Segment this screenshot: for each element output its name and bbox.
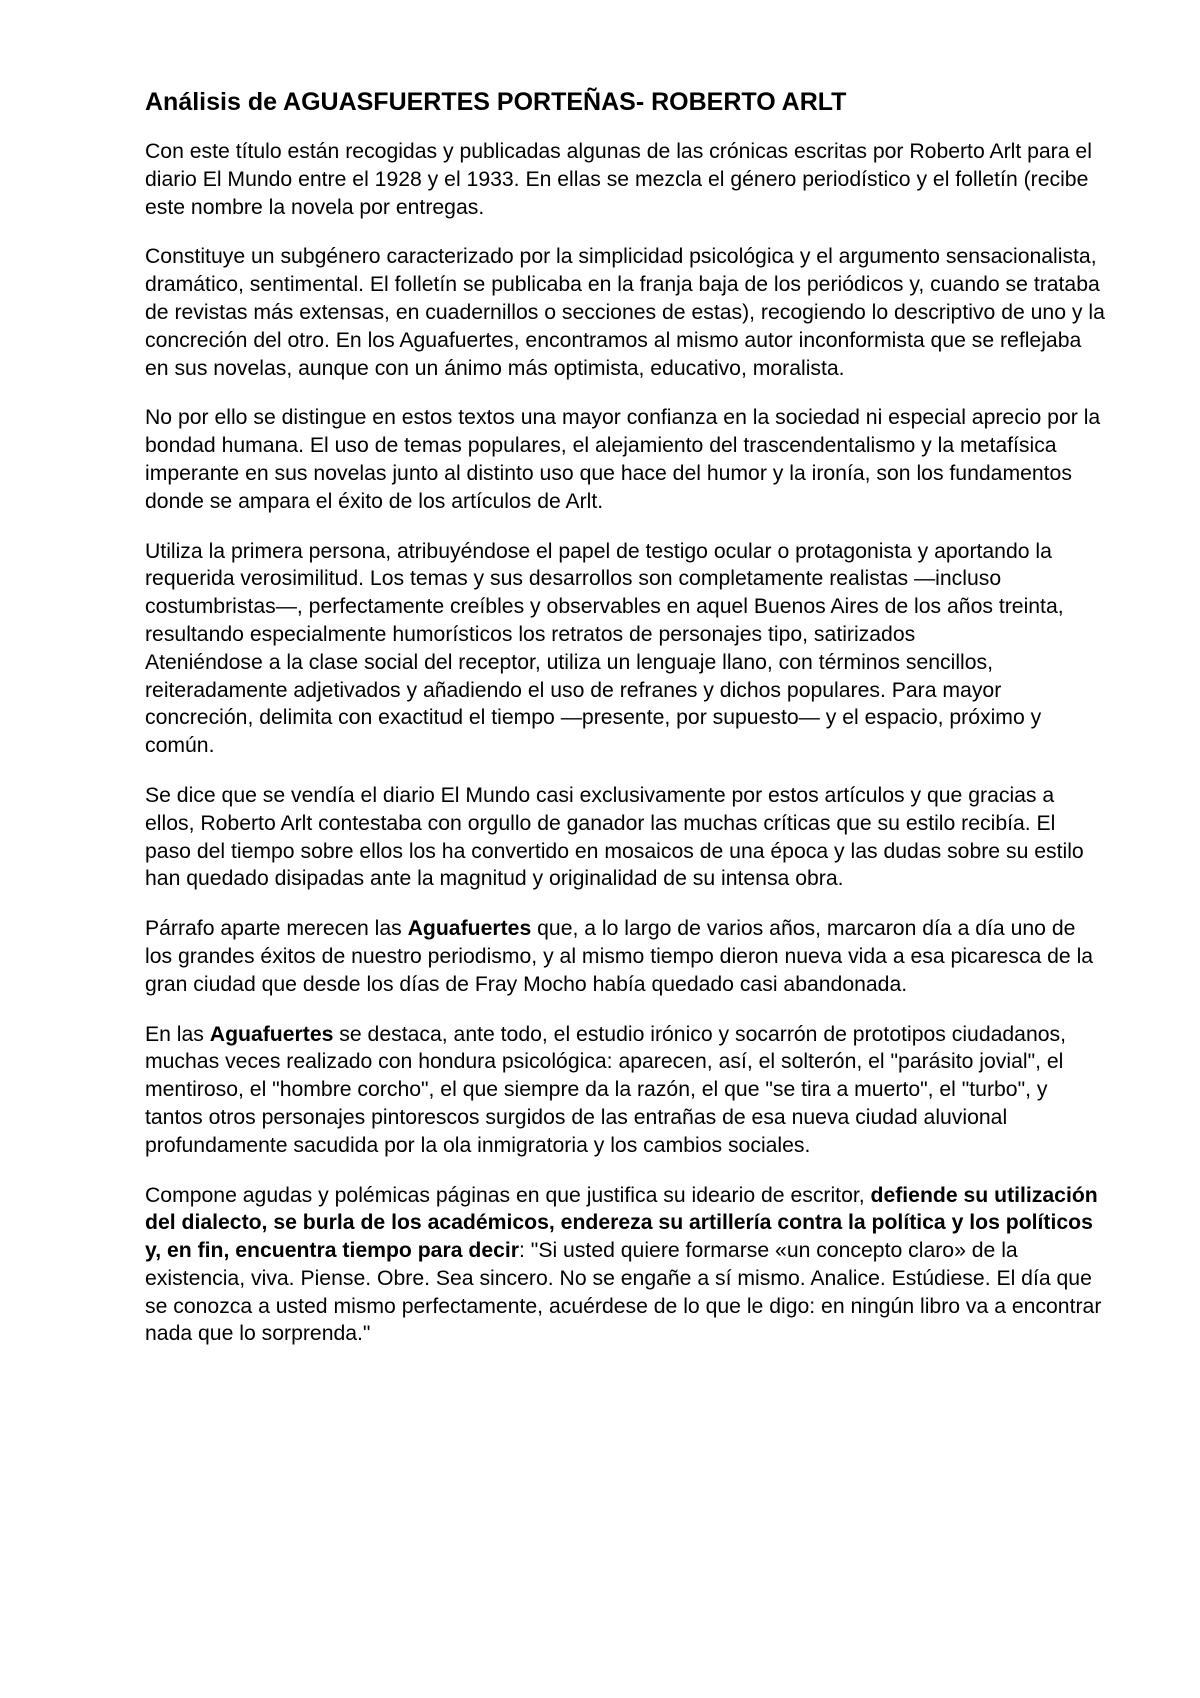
paragraph-9-bold: defiende su utilización del dialecto, se burla de los académicos, endereza su artillería contra la política y los políticos y, en fin, encuentra tiempo para decir — [145, 1183, 1098, 1263]
paragraph-7-text-end: que, a lo largo de varios años, marcaron día a día uno de los grandes éxitos de nuestro periodismo, y al mismo tiempo dieron nueva vida a esa picaresca de la gran ciudad que desde los días de Fray Mocho había quedado casi abandonada. — [145, 917, 1094, 996]
paragraph-8-bold: Aguafuertes — [209, 1022, 334, 1046]
paragraph-6: Se dice que se vendía el diario El Mundo casi exclusivamente por estos artículos y que gracias a ellos, Roberto Arlt contestaba con orgullo de ganador las muchas críticas que su estilo recibía. El paso del tiempo sobre ellos los ha convertido en mosaicos de una época y las dudas sobre su estilo han quedado disipadas ante la magnitud y originalidad de su intensa obra. — [145, 783, 1084, 891]
paragraph-8 — [145, 1021, 1105, 1160]
paragraph-4: Utiliza la primera persona, atribuyéndose el papel de testigo ocular o protagonista y aportando la requerida verosimilitud. Los temas y sus desarrollos son completamente realistas —incluso costumbristas—, perfectamente creíbles y observables en aquel Buenos Aires de los años treinta, resultando especialmente humorísticos los retratos de personajes tipo, satirizados — [145, 539, 1064, 646]
paragraph-9-text-start: Compone agudas y polémicas páginas en que justifica su ideario de escritor, — [145, 1183, 871, 1207]
paragraph-7-text-start: Párrafo aparte merecen las — [145, 917, 408, 941]
paragraph-8-text-start: En las — [145, 1022, 210, 1046]
paragraph-9-text-end: : "Si usted quiere formarse «un concepto claro» de la existencia, viva. Piense. Obre. Sea sincero. No se engañe a sí mismo. Analice. Estúdiese. El día que se conozca a usted mismo perfectamente, acuérdese de lo que le digo: en ningún libro va a encontrar nada que lo sorprenda." — [145, 1239, 1102, 1346]
paragraph-2: Constituye un subgénero caracterizado por la simplicidad psicológica y el argumento sensacionalista, dramático, sentimental. El folletín se publicaba en la franja baja de los periódicos y, cuando se trataba de revistas más extensas, en cuadernillos o secciones de estas), recogiendo lo descriptivo de uno y la concreción del otro. En los Aguafuertes, encontramos al mismo autor inconformista que se reflejaba en sus novelas, aunque con un ánimo más optimista, educativo, moralista. — [145, 245, 1105, 380]
paragraph-8-text-end: se destaca, ante todo, el estudio irónico y socarrón de prototipos ciudadanos, muchas veces realizado con hondura psicológica: aparecen, así, el solterón, el "parásito jovial", el mentiroso, el "hombre corcho", el que siempre da la razón, el que "se tira a muerto", el "turbo", y tantos otros personajes pintorescos surgidos de las entrañas de esa nueva ciudad aluvional profundamente sacudida por la ola inmigratoria y los cambios sociales. — [145, 1022, 1067, 1157]
paragraph-3: No por ello se distingue en estos textos una mayor confianza en la sociedad ni especial aprecio por la bondad humana. El uso de temas populares, el alejamiento del trascendentalismo y la metafísica imperante en sus novelas junto al distinto uso que hace del humor y la ironía, son los fundamentos donde se ampara el éxito de los artículos de Arlt. — [145, 406, 1101, 513]
paragraph-1: Con este título están recogidas y publicadas algunas de las crónicas escritas por Roberto Arlt para el diario El Mundo entre el 1928 y el 1933. En ellas se mezcla el género periodístico y el folletín (recibe este nombre la novela por entregas. — [145, 140, 1092, 219]
paragraph-7-bold: Aguafuertes — [407, 917, 532, 941]
paragraph-9 — [145, 1182, 1105, 1349]
paragraph-7 — [145, 915, 1105, 998]
document-page — [145, 86, 1105, 1370]
document-title: Análisis de AGUASFUERTES PORTEÑAS- ROBERTO ARLT — [145, 88, 847, 116]
paragraph-5: Ateniéndose a la clase social del receptor, utiliza un lenguaje llano, con términos sencillos, reiteradamente adjetivados y añadiendo el uso de refranes y dichos populares. Para mayor concreción, delimita con exactitud el tiempo —presente, por supuesto— y el espacio, próximo y común. — [145, 650, 1042, 758]
